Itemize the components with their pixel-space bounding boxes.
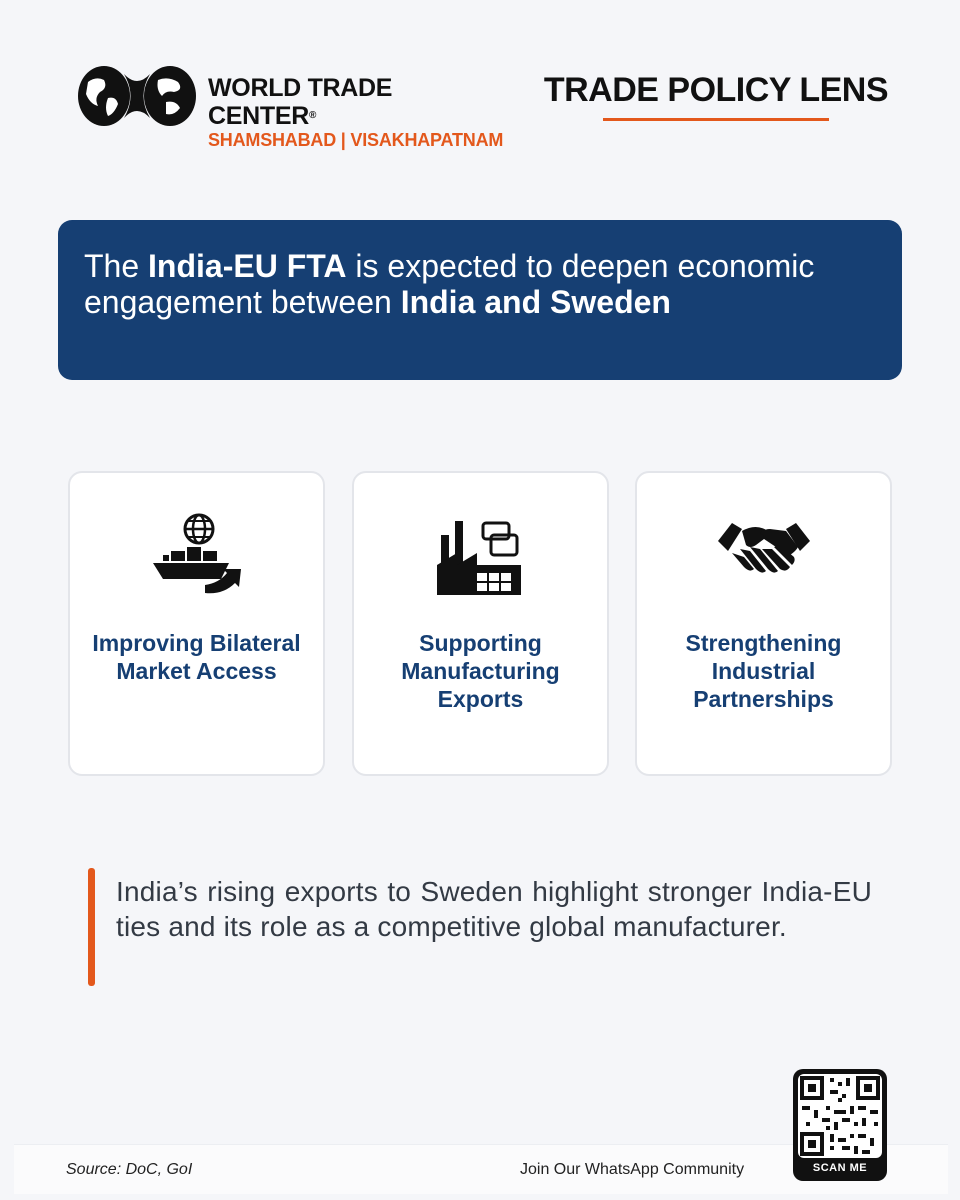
qr-code[interactable] <box>793 1069 887 1181</box>
wtc-globe-icon <box>74 64 200 128</box>
qr-label: SCAN ME <box>812 1162 868 1174</box>
logo-locations: SHAMSHABAD | VISAKHAPATNAM <box>208 130 504 150</box>
key-insight-quote <box>88 868 878 986</box>
card-partnerships <box>635 471 892 776</box>
headline-banner: The India-EU FTA is expected to deepen economic engagement between India and Sweden <box>58 220 902 380</box>
headline-bold-countries: India and Sweden <box>400 284 671 320</box>
headline-bold-fta: India-EU FTA <box>148 248 347 284</box>
quote-text: India’s rising exports to Sweden highlight stronger India-EU ties and its role as a competitive global manufacturer. <box>116 876 872 942</box>
card-label: Supporting Manufacturing Exports <box>401 630 560 712</box>
benefit-cards <box>68 471 892 776</box>
card-manufacturing <box>352 471 609 776</box>
wtc-logo[interactable] <box>74 64 504 150</box>
cargo-ship-globe-icon <box>149 511 245 601</box>
quote-accent-bar <box>88 868 95 986</box>
brand-title: TRADE POLICY LENS <box>543 71 888 109</box>
card-label: Improving Bilateral Market Access <box>92 630 301 684</box>
factory-icon <box>433 511 529 601</box>
qr-pattern-icon <box>798 1074 882 1158</box>
header <box>74 60 904 150</box>
logo-title: WORLD TRADE CENTER® <box>208 74 393 130</box>
series-brand <box>544 70 888 121</box>
handshake-icon <box>704 511 824 601</box>
whatsapp-community-link[interactable]: Join Our WhatsApp Community <box>520 1161 745 1178</box>
qr-image <box>798 1074 882 1158</box>
source-citation: Source: DoC, GoI <box>66 1161 193 1178</box>
card-label: Strengthening Industrial Partnerships <box>685 630 842 712</box>
brand-underline <box>603 118 829 121</box>
card-market-access <box>68 471 325 776</box>
